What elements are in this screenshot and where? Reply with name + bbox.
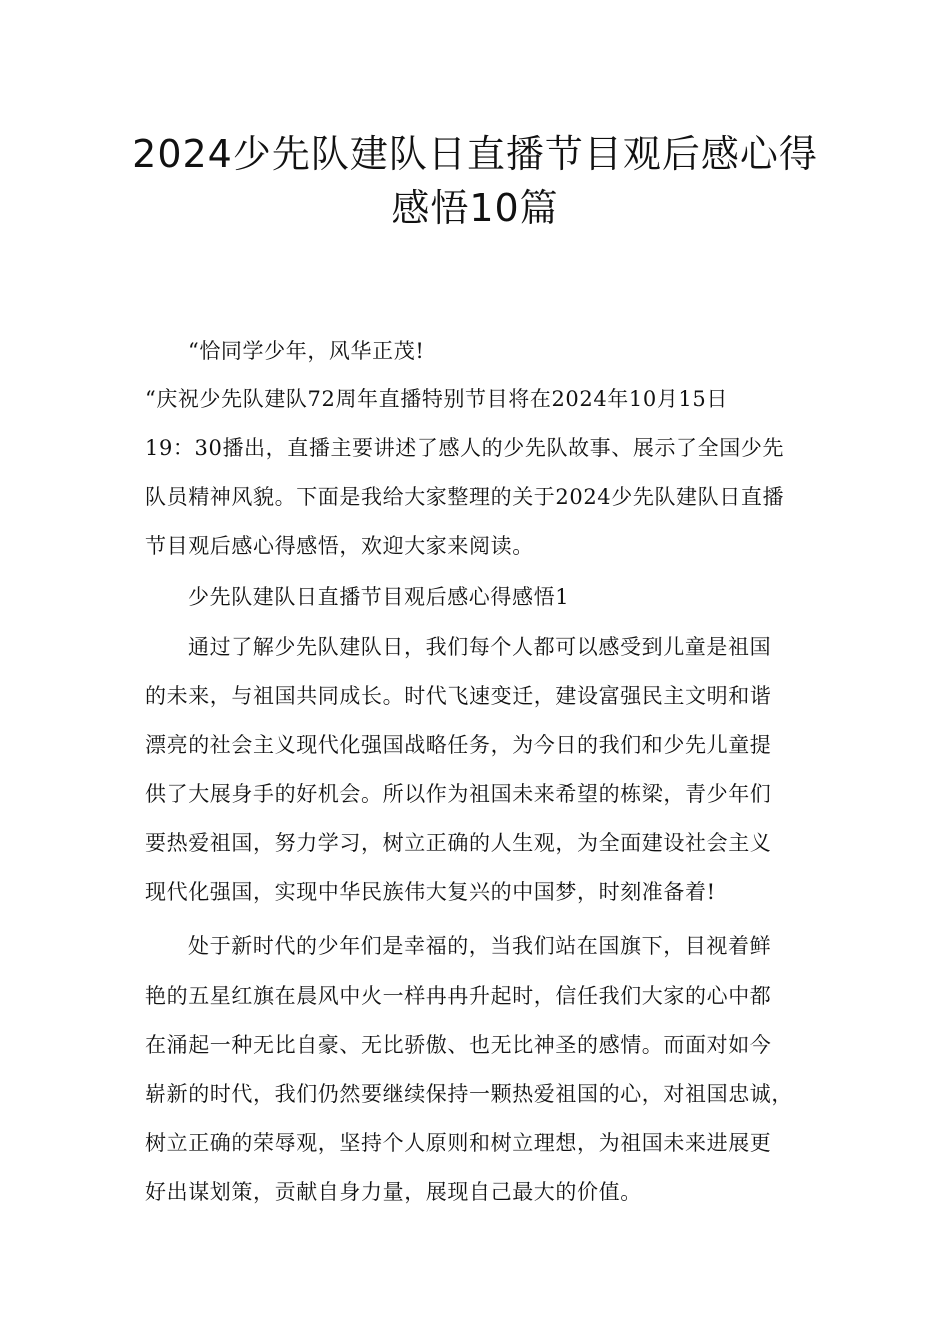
document-title-line-1: 2024少先队建队日直播节目观后感心得 <box>132 132 818 176</box>
paragraph-line: 队员精神风貌。下面是我给大家整理的关于2024少先队建队日直播 <box>145 485 785 509</box>
document-title-line-2: 感悟10篇 <box>391 186 559 230</box>
paragraph-line: 在涌起一种无比自豪、无比骄傲、也无比神圣的感情。而面对如今 <box>145 1033 772 1057</box>
paragraph-line-quote: “恰同学少年，风华正茂! <box>188 339 425 363</box>
paragraph-line: 要热爱祖国，努力学习，树立正确的人生观，为全面建设社会主义 <box>145 831 772 855</box>
paragraph-line: 树立正确的荣辱观，坚持个人原则和树立理想，为祖国未来进展更 <box>145 1131 772 1155</box>
paragraph-line: 好出谋划策，贡献自身力量，展现自己最大的价值。 <box>145 1180 642 1204</box>
paragraph-line: “庆祝少先队建队72周年直播特别节目将在2024年10月15日 <box>145 387 728 411</box>
paragraph-line: 的未来，与祖国共同成长。时代飞速变迁，建设富强民主文明和谐 <box>145 684 772 708</box>
paragraph-line: 通过了解少先队建队日，我们每个人都可以感受到儿童是祖国 <box>188 635 772 659</box>
paragraph-line: 节目观后感心得感悟，欢迎大家来阅读。 <box>145 534 534 558</box>
paragraph-line: 漂亮的社会主义现代化强国战略任务，为今日的我们和少先儿童提 <box>145 733 772 757</box>
paragraph-line: 现代化强国，实现中华民族伟大复兴的中国梦，时刻准备着! <box>145 880 716 904</box>
paragraph-line: 供了大展身手的好机会。所以作为祖国未来希望的栋梁，青少年们 <box>145 782 772 806</box>
paragraph-line: 处于新时代的少年们是幸福的，当我们站在国旗下，目视着鲜 <box>188 934 772 958</box>
paragraph-line: 艳的五星红旗在晨风中火一样冉冉升起时，信任我们大家的心中都 <box>145 984 772 1008</box>
paragraph-line: 崭新的时代，我们仍然要继续保持一颗热爱祖国的心，对祖国忠诚， <box>145 1082 793 1106</box>
paragraph-line: 19：30播出，直播主要讲述了感人的少先队故事、展示了全国少先 <box>145 436 785 460</box>
section-heading: 少先队建队日直播节目观后感心得感悟1 <box>188 585 570 609</box>
